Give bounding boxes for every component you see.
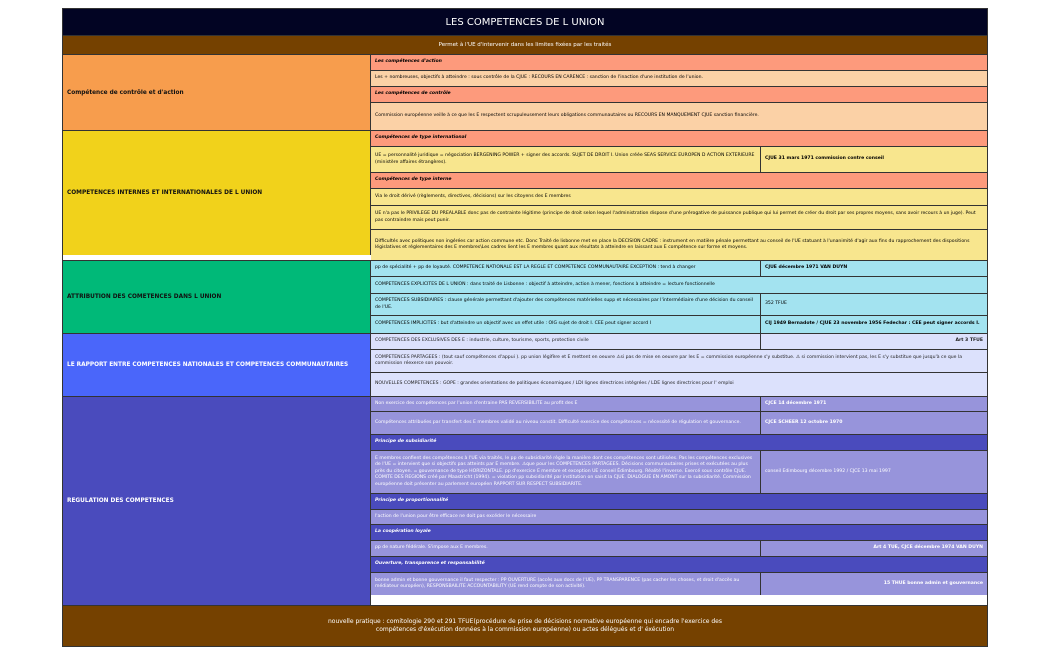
row-text: Via le droit dérivé (règlements, directives, décisions) sur les citoyens des E membres (375, 193, 571, 199)
section-attribution (63, 261, 987, 334)
table-row (371, 230, 987, 260)
footer-note: nouvelle pratique : comitologie 290 et 291 TFUE(procédure de prise de décisions normative européenne qui encadre l'exercice des compétences d'éxécution données à la commission européenne) ou actes délégués et d' éxécution (63, 606, 987, 646)
table-row (371, 55, 987, 71)
table-row (371, 435, 987, 451)
table-row (371, 316, 987, 333)
row-reference: CJCE SCHEER 12 octobre 1970 (760, 412, 987, 434)
row-text: NOUVELLES COMPETENCES : GOPE : grandes orientations de politiques économiques / LDI lignes directrices intégrées / LDE lignes directrices pour l' emploi (375, 381, 734, 387)
table-row (371, 494, 987, 510)
section-label: Compétence de contrôle et d'action (63, 55, 371, 130)
row-reference: Art 3 TFUE (760, 334, 987, 349)
section-label: REGULATION DES COMPETENCES (63, 397, 371, 605)
row-text: UE = personnalité juridique = négociation BERGENING POWER + signer des accords. SUJET DE DROIT I. Union créée SEAS SERVICE EUROPEN D ACTION EXTERIEURE (ministère affaires étrangères). (375, 153, 755, 165)
table-row (371, 294, 987, 316)
row-text: COMPETENCES EXPLICITES DE L UNION : dans traité de Lisbonne : objectif à atteindre, action à mener, fonctions à atteindre = lecture fonctionnelle (375, 281, 715, 287)
row-reference: Art 4 TUE, CJCE décembre 1974 VAN DUYN (760, 541, 987, 556)
row-reference: conseil Edimbourg décembre 1992 / CJCE 13 mai 1997 (760, 451, 987, 493)
row-text: l'action de l'union pour être efficace ne doit pas excéder le nécessaire (375, 513, 537, 519)
page-title: LES COMPETENCES DE L UNION (63, 9, 987, 36)
table-row (371, 277, 987, 294)
table-row (371, 510, 987, 525)
row-text: E membres confient des compétences à l'UE via traités, le pp de subsidiarité règle la manière dont ces compétences sont utilisées. Pas les compétences exclusives de l'UE = intervient que si objectifs pas atteints par E membre. ⚠que pour les COMPETENCES PARTAGEES. Décisions communautaires prises et exécutées au plus près du citoyen. = gouvernance de type HORIZONTALE. pp d'exercice E membre et exception UE conseil Édimbourg. Réalité l'inverse. Exercé sous contrôle CJUE. COMITE DES REGIONS créé par Maastricht (1994). = violation pp subsidiarité par institution on saisit la CJUE. DIALOGUE EN AMONT sur la subsidiarité. Commission européenne doit présenter au parlement européen RAPPORT SUR RESPECT SUBSIDIARITE. (375, 455, 753, 487)
section-internes-internationales (63, 131, 987, 261)
row-text: Difficultés avec politiques non ingérées car action commune etc. Donc Traité de lisbonne met en place la DECISION CADRE : instrument en matière pénale permettant au conseil de l'UE statuant à l'unanimité d'agir aux fins du rapprochement des dispositions législatives et réglementaires des E membres\Les cadres lient les E membres quant aux résultats à atteindre en laissant aux E compétence sur forme et moyens. (375, 238, 970, 250)
row-header: Compétences de type interne (375, 177, 452, 183)
row-header: La coopération loyale (375, 529, 431, 535)
row-text: pp de spécialité + pp de loyauté. COMPETENCE NATIONALE EST LA REGLE ET COMPETENCE COMMUNAUTAIRE EXCEPTION : tend à changer (375, 265, 696, 271)
row-text: Non exercice des compétences par l'union d'entraine PAS REVERSIBILITE au profit des E (375, 400, 578, 406)
table-row (371, 525, 987, 541)
row-text: pp de nature fédérale. S'impose aux E membres. (375, 545, 488, 551)
table-row (371, 71, 987, 87)
row-reference: 352 TFUE (760, 294, 987, 315)
section-label: ATTRIBUTION DES COMETENCES DANS L UNION (63, 261, 371, 333)
table-row (371, 103, 987, 130)
table-row (371, 541, 987, 557)
competences-sheet (62, 8, 988, 647)
row-text: UE n'a pas le PRIVILEGE DU PREALABLE donc pas de contrainte légitime (principe de droit selon lequel l'administration dispose d'une prérogative de puissance publique qui lui permet de créer du droit par ses propres moyens, sans avoir recours à un juge). Peut pas contraindre mais peut punir. (375, 211, 976, 223)
table-row (371, 131, 987, 147)
row-reference: CJCE 14 décembre 1971 (760, 397, 987, 411)
table-row (371, 334, 987, 350)
section-controle-action (63, 55, 987, 131)
section-regulation (63, 397, 987, 606)
row-text: COMPETENCES IMPLICITES : but d'atteindre un objectif avec un effet utile : OIG sujet de droit I. CEE peut signer accord I (375, 321, 651, 327)
table-row (371, 261, 987, 277)
row-header: Compétences de type international (375, 135, 467, 141)
row-reference: CJUE 31 mars 1971 commission contre conseil (760, 147, 987, 172)
row-header: Les compétences d'action (375, 59, 442, 65)
table-row (371, 397, 987, 412)
section-rapport-competences (63, 334, 987, 397)
row-header: Principe de proportionnalité (375, 498, 449, 504)
row-text: COMPETENCES DES EXCLUSIVES DES E : industrie, culture, tourisme, sports, protection civile (375, 338, 589, 344)
row-reference: CJUE décembre 1971 VAN DUYN (760, 261, 987, 276)
table-row (371, 373, 987, 396)
row-header: Les compétences de contrôle (375, 91, 451, 97)
row-header: Ouverture, transparence et responsabilité (375, 561, 485, 567)
row-text: COMPETENCES SUBSIDIAIRES : clause générale permettant d'ajouter des compétences matérielles supp et nécessaires par l'intermédiaire d'une décision du conseil de l'UE. (375, 298, 753, 310)
table-row (371, 451, 987, 494)
row-text: bonne admin et bonne gouvernance il faut respecter : PP OUVERTURE (accès aux docs de l'UE), PP TRANSPARENCE (pas cacher les choses, et droit d'accès au médiateur européen), RESPONSBAILITE ACCOUNTABILITY (UE rend compte de son activité). (375, 577, 740, 589)
table-row (371, 189, 987, 206)
table-row (371, 573, 987, 595)
page-subtitle: Permet à l'UE d'intervenir dans les limites fixées par les traités (63, 36, 987, 55)
table-row (371, 412, 987, 435)
table-row (371, 147, 987, 173)
table-row (371, 87, 987, 103)
table-row (371, 557, 987, 573)
row-text: Les + nombreuses, objectifs à atteindre : sous contrôle de la CJUE : RECOURS EN CARENCE : sanction de l'inaction d'une institution de l'union. (375, 75, 703, 81)
table-row (371, 350, 987, 373)
row-header: Principe de subsidiarité (375, 439, 437, 445)
row-reference: CIJ 1949 Bernadote / CJUE 23 novembre 1956 Fedechar : CEE peut signer accords I. (760, 316, 987, 333)
section-label: COMPETENCES INTERNES ET INTERNATIONALES DE L UNION (63, 131, 371, 255)
row-reference: 15 THUE bonne admin et gouvernance (760, 573, 987, 595)
table-row (371, 173, 987, 189)
row-text: COMPETENCES PARTAGEES : (tout sauf compétences d'appui ). pp union légifère et E mettent en oeuvre ⚠si pas de mise en oeuvre par les E = commission européenne s'y substitue. ⚠ si commission intervient pas, les E s'y substitue que jusqu'à ce que la commission réexerce son pouvoir. (375, 354, 963, 366)
row-text: Compétences attribuées par transfert des E membres validé au niveau constit. Difficulté exercice des compétences = nécessité de régulation et gouvernance. (375, 419, 741, 425)
table-row (371, 206, 987, 230)
row-text: Commission européenne veille à ce que les E respectent scrupuleusement leurs obligations communautaires ou RECOURS EN MANQUEMENT CJUE sanction financière. (375, 113, 759, 119)
section-label: LE RAPPORT ENTRE COMPETENCES NATIONALES ET COMPETENCES COMMUNAUTAIRES (63, 334, 371, 396)
